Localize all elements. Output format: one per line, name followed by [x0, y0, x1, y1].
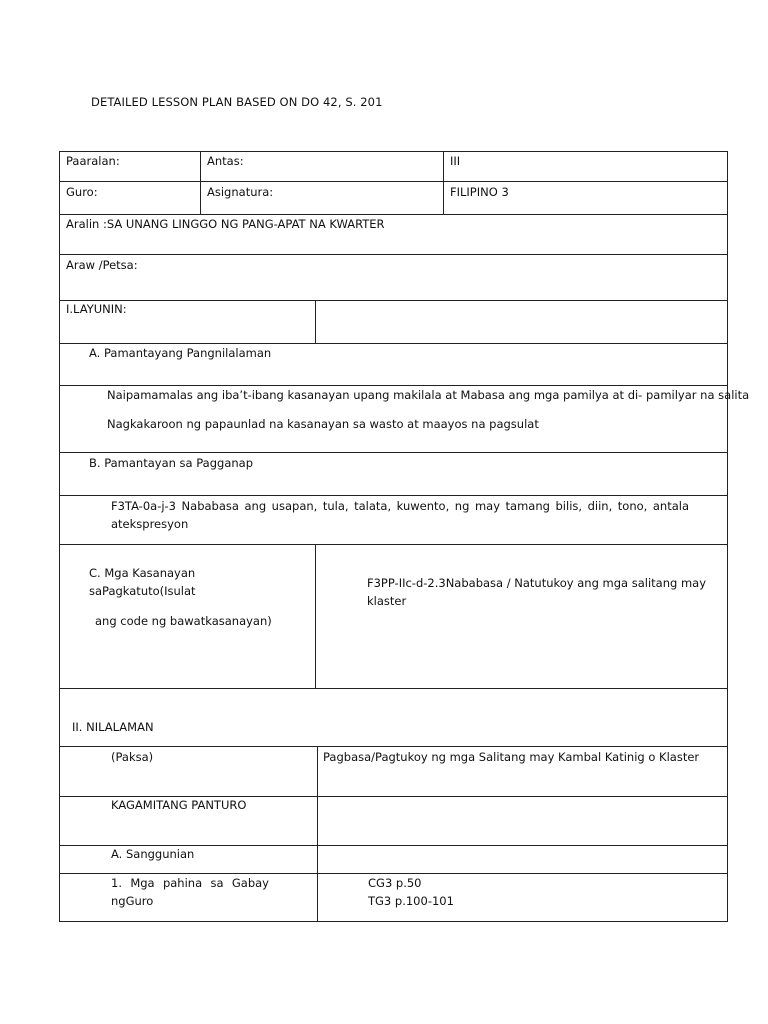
- antas-label: Antas:: [207, 154, 244, 168]
- section-a-line1: Naipamamalas ang iba’t-ibang kasanayan upang makilala at Mabasa ang mga pamilya at di- pamilyar na salita: [107, 388, 750, 402]
- section-c-value: F3PP-IIc-d-2.3Nababasa / Natutukoy ang mga salitang may klaster: [367, 576, 707, 608]
- gabay-cg: CG3 p.50: [368, 876, 422, 890]
- asignatura-label: Asignatura:: [207, 185, 274, 199]
- nilalaman-heading: II. NILALAMAN: [72, 720, 154, 734]
- guro-label: Guro:: [66, 185, 98, 199]
- header-box: [59, 151, 728, 215]
- layunin-row: [59, 300, 728, 344]
- nilalaman-row: [59, 688, 728, 747]
- section-a-label: A. Pamantayang Pangnilalaman: [89, 346, 272, 360]
- document-title: DETAILED LESSON PLAN BASED ON DO 42, S. 201: [91, 95, 383, 109]
- aralin-text: Aralin :SA UNANG LINGGO NG PANG-APAT NA KWARTER: [66, 217, 385, 231]
- paaralan-label: Paaralan:: [66, 154, 120, 168]
- sanggunian-label: A. Sanggunian: [111, 847, 195, 861]
- araw-label: Araw /Petsa:: [66, 258, 138, 272]
- section-b-text: F3TA-0a-j-3 Nababasa ang usapan, tula, talata, kuwento, ng may tamang bilis, diin, tono, antala atekspresyon: [111, 499, 689, 531]
- antas-value: III: [450, 154, 461, 168]
- layunin-heading: I.LAYUNIN:: [66, 302, 127, 316]
- asignatura-value: FILIPINO 3: [450, 185, 509, 199]
- section-c-label: C. Mga Kasanayan saPagkatuto(Isulat: [89, 566, 196, 598]
- gabay-tg: TG3 p.100-101: [368, 894, 454, 908]
- araw-row: [59, 254, 728, 301]
- section-c-label-2: ang code ng bawatkasanayan): [95, 614, 272, 628]
- paksa-label: (Paksa): [111, 750, 154, 764]
- section-b-label: B. Pamantayan sa Pagganap: [89, 456, 253, 470]
- paksa-value: Pagbasa/Pagtukoy ng mga Salitang may Kambal Katinig o Klaster: [323, 750, 700, 764]
- gabay-label: 1. Mga pahina sa Gabay ngGuro: [111, 876, 269, 908]
- kagamitan-label: KAGAMITANG PANTURO: [111, 798, 247, 812]
- section-a-line2: Nagkakaroon ng papaunlad na kasanayan sa wasto at maayos na pagsulat: [107, 417, 539, 431]
